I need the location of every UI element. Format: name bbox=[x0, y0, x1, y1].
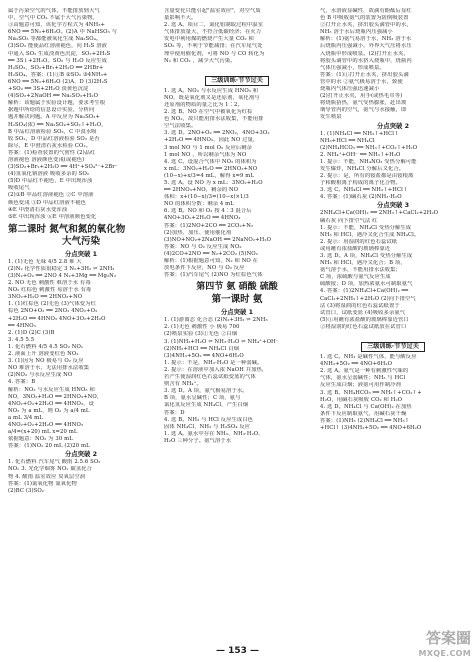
text-line: (2)喷泉实验 (3)①无色 ②白烟 bbox=[164, 331, 238, 338]
text-line: 空气法收集。 bbox=[164, 123, 197, 130]
text-line: 1. 化石燃料 汽车尾气 酸雨 2.5.6 SO₂ bbox=[8, 459, 101, 466]
text-line: 中，空气中 CO₂ 不属于大气污染物。 bbox=[8, 15, 98, 22]
text-line: 4. 选 B。NH₃ 与 HCl 反应生成白色 bbox=[164, 416, 254, 423]
training-box bbox=[164, 67, 310, 86]
text-line: N₂ 和 CO₂ ，减少大气污染。 bbox=[164, 57, 236, 64]
watermark-url: MXQE.COM bbox=[418, 649, 471, 658]
text-line: 法 (3)将湿润的红色石蕊试纸置于 bbox=[320, 302, 400, 309]
text-line: x mL：3NO₂+H₂O ══ 2HNO₃+NO bbox=[164, 165, 258, 172]
text-line: 3. 选 D。A 项，氨气极易溶于水。 bbox=[164, 388, 248, 395]
text-line: 将胶头滴管中的水挤入烧瓶中，烧瓶内 bbox=[320, 57, 412, 64]
text-line: +HCl↑ (3)4NH₃+5O₂ ══ 4NO+6H₂O bbox=[320, 424, 422, 431]
text-line: ②打开止水夹，挤出胶头滴管中的水， bbox=[320, 22, 412, 29]
text-line: 2. 提示：用湿润的红色石蕊试纸 bbox=[320, 238, 398, 245]
text-line: 2. 选 B。NO 在空气中被氧化为红棕 bbox=[164, 109, 253, 116]
text-line: 4. 选 C。设混合气体中 NO₂ 的体积为 bbox=[164, 158, 257, 165]
page-number: — 153 — bbox=[215, 646, 260, 656]
text-line: 后烧瓶内压强减小，外界大气压将水压 bbox=[320, 43, 412, 50]
text-line: 物 4. 酸雨 温室效应 臭氧层空洞 bbox=[8, 473, 86, 480]
text-line: 1. 化石燃料 4/5 4.5 SO₂ NOₓ bbox=[8, 343, 84, 350]
text-line: 解析：NO₂ 与水反应生成 HNO₃ 和 bbox=[8, 386, 95, 393]
text-line: 3. 选 D。A 项，NH₄Cl 受热分解生成 bbox=[320, 253, 413, 259]
training-box-col3 bbox=[320, 333, 466, 352]
text-line: 4. 选 D。NH₄Cl 与 Ca(OH)₂ 在加热 bbox=[320, 403, 412, 410]
text-line: 除尽，E 中澄清石灰水检验 CO₂。 bbox=[8, 142, 92, 149]
text-line: NH₃ 溶于水后烧瓶内压强减小 bbox=[320, 29, 393, 36]
text-line: NOₓ 3. 光化学烟雾 NOₓ 碳氢化合 bbox=[8, 466, 93, 473]
text-line: 发生喷泉 bbox=[320, 114, 342, 121]
text-line: (2)加热、加压、使用催化剂 bbox=[164, 229, 232, 236]
section-title-ammonia-acids: 第四节 氨 硝酸 硫酸 bbox=[196, 282, 278, 293]
text-line: 氯化氢反应生成 NH₄Cl，产生白烟 bbox=[164, 402, 249, 409]
text-line: 6NO ══ 5N₂+6H₂O。(2)A 中 NaHSO₃ 与 bbox=[8, 29, 117, 36]
text-line: 3. 选 B。NH₄HCO₃ ══ NH₃↑+CO₂↑+ bbox=[320, 389, 422, 396]
text-line: 将烧瓶捂热，氨气受热膨胀，赶出玻 bbox=[320, 100, 407, 107]
text-line: 解析：该题属于实验设计题，要求考生根 bbox=[8, 100, 106, 107]
text-line: 若产生使湿润红色石蕊试纸变蓝的气体 bbox=[164, 374, 256, 381]
text-line: 体积：x+(10−x)/3=(10−x)×1/3 bbox=[164, 194, 249, 201]
lesson-title-nitrogen-oxides: 第二课时 氮气和氮的氧化物 bbox=[8, 223, 126, 235]
text-line: (4)氢氧化钠溶液 吸收多余的 SO₂ bbox=[8, 171, 90, 178]
text-line: (3)4NH₃+5O₂ ══ 4NO+6H₂O bbox=[164, 352, 244, 359]
text-line: 放电条件下反应，NO 与 O₂ 反应 bbox=[164, 265, 245, 272]
text-line: NH₃+HCl ══ NH₄Cl bbox=[320, 137, 375, 144]
text-line: 答案：(1)①打开止水夹，挤出胶头滴 bbox=[320, 71, 409, 78]
text-line: 3. (1)因为 NO 极易与 O₂ 反应 bbox=[8, 358, 84, 365]
text-line: 试管口，试纸变蓝 (4)吸收多余氨气 bbox=[320, 309, 406, 316]
text-line: 碱石灰 向下排空气法 红 bbox=[320, 217, 378, 224]
text-line: H₂O 三种分子。氨气溶于水 bbox=[164, 437, 232, 444]
col2-top-block bbox=[164, 8, 310, 65]
text-line: (2)NH₃+HCl ══ NH₄Cl 白烟 bbox=[164, 345, 240, 352]
text-line: (2)NH₄HCO₃ ══ NH₃↑+CO₂↑+H₂O bbox=[320, 144, 418, 151]
text-line: 1. 提示：不是，NH₃·H₂O 是一种弱碱。 bbox=[164, 359, 263, 366]
training-label: 三级训练·节节过关 bbox=[205, 76, 269, 86]
text-line: (2)①B 中品红溶液褪色 ②C 中溶液 bbox=[8, 192, 94, 199]
breakthrough-heading-1: 分点突破 1 bbox=[64, 249, 98, 258]
text-line: 答案：(1)NH₃ (2)NH₄Cl ══ NH₃↑ bbox=[320, 417, 410, 424]
text-line: 收 SO₂，D 中品红溶液检验 SO₂ 是否 bbox=[8, 135, 100, 142]
text-line: 4. 答案：B bbox=[8, 379, 36, 386]
text-line: H₂SO₃，SO₂+Br₂+2H₂O ══ 2HBr+ bbox=[8, 64, 104, 71]
text-line: Na₂SO₃ 等都能被氧化生成 Na₂SO₄。 bbox=[8, 36, 102, 43]
text-line: 2. NH₄⁺+OH⁻ ══ NH₃↑+H₂O bbox=[320, 151, 401, 158]
text-line: ══ 4HNO₃ bbox=[8, 322, 36, 329]
text-line: 色 NO₂，故只能用排水法收集，不能用排 bbox=[164, 116, 264, 123]
text-line: 条件下反应制取氨气，用碱石灰干燥 bbox=[320, 410, 407, 417]
col1-mid-block bbox=[8, 259, 154, 387]
text-line: 4NO₂+O₂+2H₂O ══ 4HNO₃ bbox=[8, 421, 84, 428]
text-line: 子和酸根离子构成的离子化合物。 bbox=[320, 180, 401, 187]
breakthrough-heading-col2: 分点突破 1 bbox=[220, 308, 254, 317]
text-line: a mL 3/4 mL bbox=[8, 414, 43, 421]
column-2 bbox=[164, 8, 310, 632]
text-line: (3)SO₂+Br₂+2H₂O ══ 4H⁺+SO₄²⁻+2Br⁻ bbox=[8, 164, 118, 171]
text-line: 2. 选 A。项目二，氮化铝制取过程中温室 bbox=[164, 22, 264, 29]
text-line: 1. 选 A。NO₂ 与水反应生成 HNO₃ 和 bbox=[164, 87, 259, 94]
text-line: C 项，浓硫酸与氨气反应生成 bbox=[320, 274, 391, 281]
text-line: 固体 NH₄Cl，NH₃ 与 H₂SO₄ 反应 bbox=[164, 423, 251, 430]
text-line: 4. 答案：(1)碱石灰 (2)NH₃·H₂O bbox=[320, 194, 402, 201]
text-line: H₂SO₄。答案：(1)①B ②SO₂ ③4NH₃+ bbox=[8, 71, 108, 78]
text-line: 属于污染空气的气体，不能排放到大气 bbox=[8, 8, 100, 14]
text-line: 色 B 中吸收氨气的装置为防倒吸装置 bbox=[320, 15, 409, 22]
text-line: CaCl₂+2NH₃↑+2H₂O (2)向下排空气 bbox=[320, 295, 416, 302]
text-line: 则含有 NH₄⁺。 bbox=[164, 381, 202, 388]
column-3 bbox=[320, 8, 466, 632]
text-line: 答案：D bbox=[164, 409, 185, 416]
text-line: 1. (1)红棕色 (2)无色 (3)气体变为红 bbox=[8, 301, 96, 308]
text-line: 答案：(1)氮氧化物 氮氧化物 bbox=[8, 480, 77, 487]
text-line: H₂O，用碱石灰吸收 CO₂ 和 H₂O bbox=[320, 396, 403, 403]
text-line: 2. 提示：是，所有的铵盐都是由铵根离 bbox=[320, 173, 414, 180]
text-line: 3. 选 D。2NO+O₂ ══ 2NO₂，4NO+3O₂ bbox=[164, 130, 270, 137]
text-line: B 项，氨水呈碱性；C 项，氨与 bbox=[164, 395, 241, 402]
text-line: 2. 提示：在溶液中加入浓 NaOH 并加热， bbox=[164, 366, 268, 373]
text-line: 1. 选 A。氨水中存在 NH₃、NH₃·H₂O、 bbox=[164, 430, 264, 437]
text-line: NO 的体积分数：剩余 4 mL bbox=[164, 201, 234, 208]
text-line: ⑤E 中出现浑浊 ⑥E 中溶液颜色变化 bbox=[8, 213, 97, 220]
breakthrough-heading-col3-3: 分点突破 3 bbox=[376, 201, 410, 210]
breakthrough-heading-col3-2: 分点突破 2 bbox=[376, 121, 410, 130]
text-line: +2H₂O ══ 4HNO₃ 4NO+3O₂+2H₂O bbox=[8, 315, 106, 322]
col2-bottom-block bbox=[164, 317, 310, 445]
text-line: 1 mol NO ，所以剩余气体为 NO bbox=[164, 151, 247, 158]
text-line: (3)SO₂ 能使品红溶液褪色，向 H₂S 溶液 bbox=[8, 43, 107, 50]
text-line: 气，水溶液显碱性，故滴有酚酞后显红 bbox=[320, 8, 412, 14]
text-line: (3)N₂+O₂ ══ 2NO 4 N₂+3Mg ══ Mg₃N₂ bbox=[8, 273, 117, 279]
text-line: (5)①用蘸有浓盐酸的玻璃棒靠近管口 bbox=[320, 316, 409, 323]
text-line: 理中使用催化剂，可将 NO 与 CO 转化为 bbox=[164, 50, 265, 57]
text-line: 颜色变浅 ③D 中品红溶液不褪色 bbox=[8, 199, 87, 206]
text-line: 依据题意：NO₂ 为 30 mL bbox=[8, 436, 73, 443]
text-line: NO 难溶于水，无法用排水法收集 bbox=[8, 365, 90, 372]
text-line: 4. 答案：(1)2NH₄Cl+Ca(OH)₂ ══ bbox=[320, 288, 409, 295]
text-line: +2H₂O ══ 4HNO₃，因此 NO 过量， bbox=[164, 137, 259, 144]
text-line: 3. 选 C。NH₄Cl ══ NH₃↑+HCl↑ bbox=[320, 187, 408, 194]
text-line: ③由题意可知，该化学方程式为 4NH₃+ bbox=[8, 22, 106, 29]
text-line: 3 mol NO 与 1 mol O₂ 反应后剩余 bbox=[164, 144, 253, 151]
text-line: 2. NO 无色 刺激性 难溶于水 有毒 bbox=[8, 280, 91, 287]
text-line: 2. (1)D (2)C (3)B bbox=[8, 329, 55, 336]
text-line: NO₂ 为 a mL，则 O₂ 为 a/4 mL bbox=[8, 407, 90, 414]
text-line: (3)NO+NO₂+2NaOH ══ 2NaNO₂+H₂O bbox=[164, 236, 272, 243]
text-line: 4NO+3O₂+2H₂O ══ 4HNO₃ bbox=[164, 215, 241, 222]
lesson-title-ammonia: 第一课时 氨 bbox=[211, 294, 263, 306]
text-line: 含量变化只能引起"温室效应"，对空气质 bbox=[164, 8, 261, 14]
text-line: 3NO₂+H₂O ══ 2HNO₃+NO bbox=[8, 294, 83, 301]
text-line: 溶液褪色 溶液颜色变浅(或褪色) bbox=[8, 156, 85, 163]
text-line: 或用蘸有浓盐酸的玻璃棒靠近 bbox=[320, 245, 391, 252]
training-label-col3: 三级训练·节节过关 bbox=[361, 342, 425, 352]
text-line: 1. 选 C。NH₃ 是碱性气体，能与酸反应 bbox=[320, 354, 417, 361]
text-line: 2. 液面上升 溶液变红色 NO₂ bbox=[8, 351, 79, 358]
text-line: 吸收尾气 bbox=[8, 185, 30, 192]
text-line: 1. 提示：不能，NH₄Cl 受热分解生成 bbox=[320, 224, 412, 231]
breakthrough-heading-2: 分点突破 2 bbox=[64, 450, 98, 459]
text-line: 中通入 SO₂ 生成淡黄色沉淀，SO₂+2H₂S bbox=[8, 50, 111, 57]
col1-end-block bbox=[8, 459, 154, 494]
text-line: NO，既是氧化剂又是还原剂，氧化剂与 bbox=[164, 94, 260, 101]
text-line: B 中品红溶液检验 SO₂，C 中溴水吸 bbox=[8, 128, 97, 135]
col3-lower-block bbox=[320, 210, 466, 331]
text-line: (4)2CO+2NO ══ N₂+2CO₂ (5)NO₂ bbox=[164, 250, 258, 257]
text-line: 发电中利用煤的燃烧产生大量 CO₂ 和 bbox=[164, 36, 254, 43]
text-line: 5. 选 A。设 NO 为 x mL：3NO₂+H₂O bbox=[164, 179, 263, 186]
text-line: 1. (1)游离态 化合态 (2)N₂+3H₂ ⇌ 2NH₃ bbox=[164, 317, 268, 324]
text-line: (5)D 中品红不褪色，E 中出现浑浊 bbox=[8, 178, 93, 185]
text-line: 6. 选 B。NO 和 O₂ 按 4∶3 混合后 bbox=[164, 208, 252, 215]
text-line: (2)NO₂ 与水反应生成 NO bbox=[8, 372, 73, 379]
text-line: 1. (1)NH₄Cl ══ NH₃↑+HCl↑ bbox=[320, 130, 399, 137]
text-line: 还原剂的物质的量之比为 1∶2。 bbox=[164, 101, 243, 108]
text-line: 3. (1)NH₃+H₂O ⇌ NH₃·H₂O ⇌ NH₄⁺+OH⁻ bbox=[164, 338, 279, 345]
col1-top-block bbox=[8, 8, 154, 221]
text-line: NH₃ 和 HCl，遇冷又化合生成 NH₄Cl。 bbox=[320, 231, 420, 238]
text-line: (2)N₂ 化学性质很稳定 3 N₂+3H₂ ⇌ 2NH₃ bbox=[8, 265, 115, 272]
text-line: ④E 中澄清石灰水变浑浊 bbox=[8, 206, 68, 213]
text-line: NO，3NO₂+H₂O ══ 2HNO₃+NO， bbox=[8, 393, 103, 400]
text-line: 解析：(1)氨气易溶于水，NH₃ 溶于水 bbox=[320, 36, 412, 43]
watermark-logo: 答案圈 bbox=[425, 629, 471, 647]
text-line: SO₂ 等，不利于节能减排；在汽车尾气处 bbox=[164, 43, 263, 50]
text-line: 管中的水 ②氨气极易溶于水，致使 bbox=[320, 78, 403, 85]
text-line: NO₂ 红棕色 刺激性 易溶于水 有毒 bbox=[8, 287, 92, 294]
text-line: 2. (1)无色 刺激性 小 极易 700 bbox=[164, 324, 240, 331]
text-line: ══ 3S↓+2H₂O。SO₂ 与 H₂O 反应生成 bbox=[8, 57, 108, 64]
text-line: 3. 4.5 5.5 bbox=[8, 336, 35, 343]
text-line: 解析：(1)根据题意可知，N₂ 和 NO 在 bbox=[164, 258, 259, 264]
text-line: (2)BC (3)SO₂ bbox=[8, 487, 45, 494]
text-line: 气体压强减小，形成喷泉。 bbox=[320, 64, 385, 71]
text-line: 气体，氨水呈弱碱性；NH₃ 与 HCl bbox=[320, 375, 406, 382]
text-line: 量影响不大。 bbox=[164, 15, 197, 22]
text-line: H₂SO₄(浓) ══ Na₂SO₄+SO₂↑+H₂O， bbox=[8, 121, 107, 128]
text-line: 6NO ══ 5N₂+6H₂O (2)A、D (3)2H₂S bbox=[8, 78, 108, 85]
text-line: 答案：(1)2NO+2CO ══ 2CO₂+N₂ bbox=[164, 222, 254, 229]
text-line: ②将湿润的红色石蕊试纸放在试管口 bbox=[320, 323, 407, 330]
col1-bottom-block bbox=[8, 387, 154, 451]
text-line: 4NO₂+O₂+2H₂O ══ 4HNO₃，设 bbox=[8, 400, 94, 407]
text-line: 1. 提示：不能，NH₄NO₃ 受热分解可能 bbox=[320, 158, 417, 165]
col3-mid-block bbox=[320, 131, 466, 202]
text-line: 硫酸铵；D 项，加热浓氨水可制取氨气 bbox=[320, 281, 413, 288]
text-line: (2)打开止水夹，用手(或热毛巾等) bbox=[320, 93, 403, 100]
text-line: 答案：NO 与 O₂ 反应生成 NO₂ bbox=[164, 243, 242, 250]
text-line: 2. 选 A。氨气是一种有刺激性气味的 bbox=[320, 368, 409, 375]
text-line: (4)SO₂+2NaOH ══ Na₂SO₃+H₂O bbox=[8, 93, 99, 100]
text-line: a/4=(x+20) mL x=20 mL bbox=[8, 429, 78, 436]
text-line: (10−x)+x/3=4 mL，解得 x=9 mL bbox=[164, 172, 255, 179]
text-line: 入烧瓶中形成喷泉。(2)打开止水夹， bbox=[320, 50, 409, 57]
text-line: 题并解决问题。A 中反应为 Na₂SO₃+ bbox=[8, 114, 101, 121]
text-line: 烧瓶内气体压强迅速减小 bbox=[320, 86, 380, 93]
text-line: 氨气溶于水，不能用排水法收集； bbox=[320, 267, 401, 274]
text-line: 2NH₄Cl+Ca(OH)₂ ══ 2NH₃↑+CaCl₂+2H₂O bbox=[320, 210, 439, 217]
watermark bbox=[393, 630, 471, 658]
col3-bottom-block bbox=[320, 354, 466, 432]
text-line: 棕色 2NO+O₂ ══ 2NO₂ 4NO₂+O₂ bbox=[8, 308, 98, 315]
lesson-subtitle-air-pollution: 大气污染 bbox=[61, 235, 100, 247]
text-line: 发生爆炸，NH₄Cl 分解后又化合。 bbox=[320, 165, 405, 172]
text-line: 璃导管内的空气，氨气与水接触，即 bbox=[320, 107, 407, 114]
text-line: 答案：(1)检查装置的气密性 (2)品红 bbox=[8, 149, 96, 156]
text-line: 1. (1)无色 无味 4/5 2.8 难 大 bbox=[8, 258, 82, 265]
text-line: 4NH₃+5O₂ ══ 4NO+6H₂O bbox=[320, 361, 393, 368]
col2-mid-block bbox=[164, 88, 310, 280]
text-line: NH₃ 和 HCl，遇冷又化合；B 项， bbox=[320, 260, 406, 267]
column-1 bbox=[8, 8, 154, 632]
text-line: 气体排放量大，不符合低碳经济；在火力 bbox=[164, 29, 262, 36]
text-line: 据题中所给的信息设计实验，分析问 bbox=[8, 107, 95, 114]
text-line: 答案：(1)汽车尾气 (2)NO 为红棕色气体 bbox=[164, 272, 263, 279]
text-line: 答案：(1)NO₂ 20 mL (2)20 mL bbox=[8, 443, 90, 450]
text-line: +SO₂ ══ 3S+2H₂O 淡黄色沉淀 bbox=[8, 86, 89, 93]
text-line: ══ 2HNO₃+NO，剩余的 NO bbox=[164, 187, 239, 194]
col3-top-block bbox=[320, 8, 466, 122]
text-line: 反应生成白烟；液氨可用作制冷剂 bbox=[320, 382, 401, 389]
